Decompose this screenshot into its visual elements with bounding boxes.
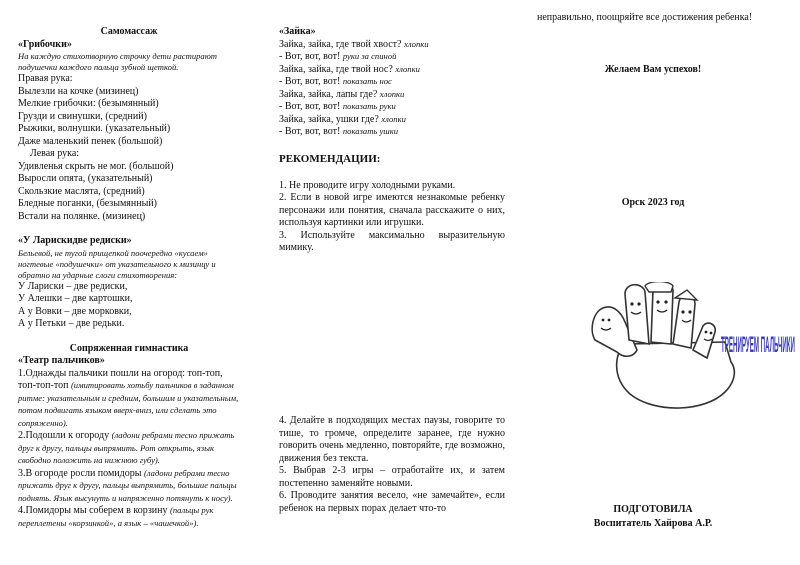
eye-icon: [637, 302, 640, 305]
poem-text: Зайка, зайка, где твой нос?: [279, 63, 396, 75]
recommendation-item: 1. Не проводите игру холодными руками.: [279, 179, 456, 191]
section-title-self-massage: Самомассаж: [100, 26, 158, 37]
eye-icon: [608, 319, 611, 322]
prepared-label: ПОДГОТОВИЛА: [613, 504, 693, 515]
poem-line: Удивленья скрыть не мог. (большой): [18, 160, 174, 172]
right-hand-lines: [18, 86, 240, 149]
poem-note: хлопки: [381, 113, 406, 124]
left-hand-lines: [18, 161, 240, 224]
poem-line: Встали на полянке. (мизинец): [18, 210, 146, 222]
exercise-item: [18, 430, 240, 468]
section-title-gymnastics: Сопряженная гимнастика: [69, 342, 189, 354]
poem-text: - Вот, вот, вот!: [279, 76, 343, 87]
poem-text: - Вот, вот, вот!: [279, 51, 343, 62]
poem-note: показать руки: [342, 101, 396, 111]
poem-text: - Вот, вот, вот!: [279, 101, 343, 112]
poem-text: - Вот, вот, вот!: [279, 126, 343, 137]
exercise-text: 4.Помидоры мы соберем в корзину: [18, 505, 171, 516]
eye-icon: [630, 302, 633, 305]
column-left: [18, 26, 240, 530]
recommendations-title: РЕКОМЕНДАЦИИ:: [279, 152, 381, 165]
eye-icon: [656, 300, 659, 303]
eye-icon: [705, 331, 708, 334]
poem-note: хлопки: [404, 38, 429, 49]
continuation-text: неправильно, поощряйте все достижения ребенка!: [537, 12, 753, 23]
wish-text: Желаем Вам успехов!: [604, 64, 702, 75]
eye-icon: [710, 332, 713, 335]
exercise-item: [18, 505, 240, 530]
recommendation-item: 2. Если в новой игре имеются незнакомые ребенку персонажи или понятия, сначала расскажите о них, используя картинки или игрушки.: [279, 192, 505, 229]
poem-line: Бледные поганки, (безымянный): [18, 198, 158, 209]
city-year: Орск 2023 год: [621, 197, 685, 208]
author-name: Воспитатель Хайрова А.Р.: [593, 518, 713, 529]
title-art-text: ТРЕНИРУЕМ ПАЛЬЧИКИ: [721, 332, 795, 357]
recommendation-item: 5. Выбрав 2-3 игры – отработайте их, и затем постепенно заменяйте новыми.: [279, 465, 505, 489]
eye-icon: [664, 300, 667, 303]
poem-line: Выросли опята, (указательный): [18, 173, 153, 184]
poem-note: показать ушки: [342, 126, 399, 136]
exercise-text: 2.Подошли к огороду: [18, 430, 112, 441]
game-instruction: Бельевой, не тугой прищепкой поочередно «кусаем» ногтевые «подушечки» от указательного к мизинцу и обратно на ударные слоги стихотворения:: [18, 247, 216, 280]
poem-line: Рыжики, волнушки. (указательный): [18, 123, 171, 134]
eye-icon: [681, 310, 684, 313]
exercise-note: (ладони ребрами тесно прижать друг к другу, пальцы выпрямить. Рот открыть, язык свободно положить на нижнюю губу).: [18, 430, 235, 465]
poem-line: [279, 101, 505, 114]
left-hand-label: Левая рука:: [30, 148, 80, 159]
poem-line: [279, 51, 505, 64]
poem-line: А у Петьки – две редьки.: [18, 318, 125, 329]
exercise-item: [18, 368, 240, 431]
exercise-text: 3.В огороде росли помидоры: [18, 467, 144, 479]
recommendation-item: 6. Проводите занятия весело, «не замечайте», если ребенок на первых порах делает что-то: [279, 490, 505, 514]
poem-line: [279, 89, 505, 102]
poem-line: Скользкие маслята, (средний): [18, 185, 145, 197]
poem-line: [279, 64, 505, 77]
poem-line: Вылезли на кочке (мизинец): [18, 85, 139, 97]
poem-note: хлопки: [379, 88, 405, 99]
recommendation-item: 4. Делайте в подходящих местах паузы, говорите то тише, то громче, определите заранее, где нужно говорить очень медленно, повторяйте, где возможно, движения без текста.: [279, 415, 505, 464]
exercise-note: (ладони ребрами тесно прижать друг к другу, пальцы выпрямить, большие пальцы поднять. Язык высунуть и напряженно потянуть к носу).: [18, 467, 237, 503]
recommendation-item: 3. Используйте максимально выразительную мимику.: [279, 229, 505, 254]
exercise-note: (имитировать хотьбу пальчиков в заданном ритме: указательным и средним, большим и указательным, потом подвигать языком вверх-вниз, или сделать это сопряженно).: [18, 380, 239, 428]
poem-line: У Лариски – две редиски,: [18, 280, 128, 292]
poem-line: [279, 76, 505, 89]
poem-line: [279, 114, 505, 127]
exercise-note: (пальцы рук переплетены «корзинкой», а язык – «чашечкой»).: [18, 505, 214, 528]
game-title-mushrooms: «Грибочки»: [18, 38, 72, 50]
eye-icon: [688, 310, 691, 313]
poem-line: Грузди и свинушки, (средний): [18, 110, 147, 122]
hat-icon: [675, 290, 697, 300]
poem-line: [279, 39, 505, 52]
hat-icon: [645, 282, 673, 292]
poem-text: Зайка, зайка, где твой хвост?: [279, 38, 404, 50]
poem-line: Мелкие грибочки: (безымянный): [18, 98, 159, 109]
poem-note: показать нос: [342, 76, 392, 86]
poem-note: хлопки: [395, 63, 420, 74]
hand-illustration: [585, 282, 795, 414]
poem-note: руки за спиной: [342, 51, 397, 61]
column-middle-bottom: [279, 415, 505, 515]
game-instruction: На каждую стихотворную строчку дети растирают подушечки каждого пальца зубной щеткой.: [18, 51, 217, 72]
poem-text: Зайка, зайка, лапы где?: [279, 88, 380, 100]
poem-line: [279, 126, 505, 139]
column-middle: [279, 26, 505, 255]
exercise-item: [18, 468, 240, 506]
column-right: [537, 12, 767, 25]
poem-text: Зайка, зайка, ушки где?: [279, 113, 382, 125]
eye-icon: [602, 319, 605, 322]
poem-line: Даже маленький пенек (большой): [18, 135, 163, 147]
game-title-bunny: «Зайка»: [279, 26, 316, 37]
game-title-radish: «У Ларискидве редиски»: [18, 235, 132, 246]
game-title-theatre: «Театр пальчиков»: [18, 355, 105, 366]
right-hand-label: Правая рука:: [18, 73, 73, 84]
poem-line: А у Вовки – две морковки,: [18, 305, 132, 317]
poem-line: У Алешки – две картошки,: [18, 293, 133, 304]
exercise-text: 1.Однажды пальчики пошли на огород: топ-топ, топ-топ-топ: [18, 367, 223, 391]
